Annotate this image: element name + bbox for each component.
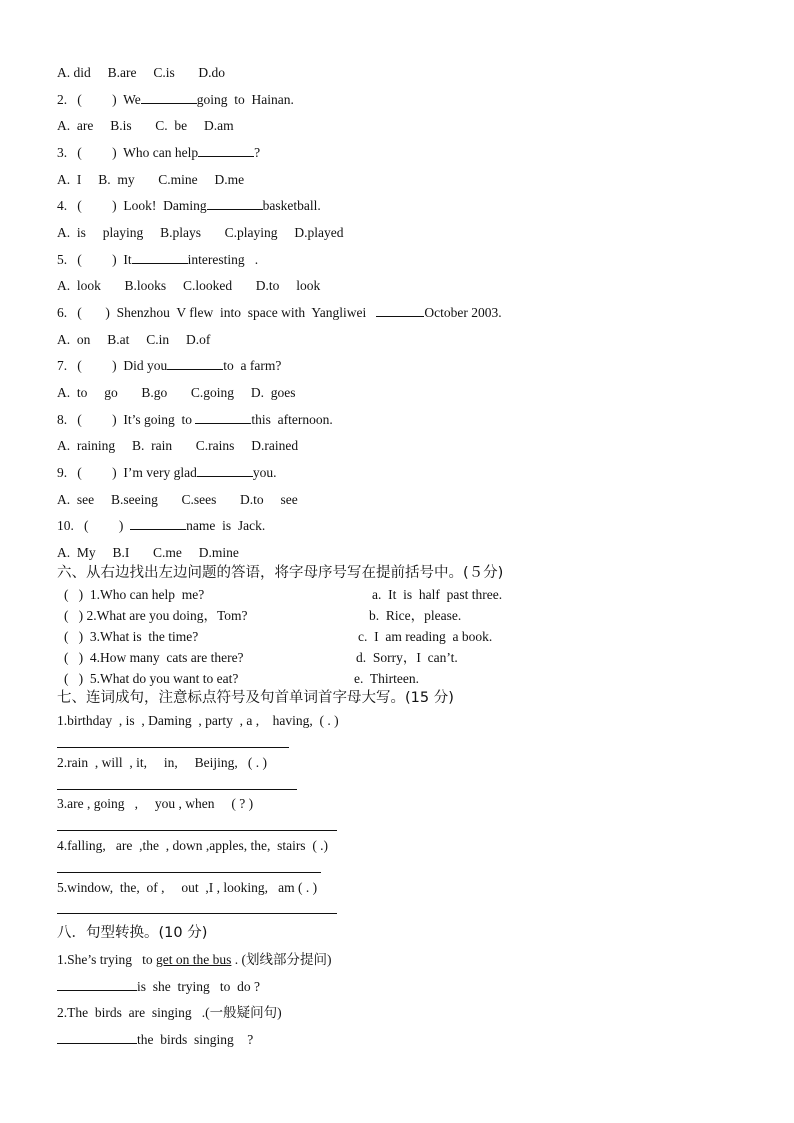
- match-question-3: ( ) 3.What is the time?: [64, 629, 199, 644]
- question-3: [57, 144, 260, 162]
- match-question-1: ( ) 1.Who can help me?: [64, 587, 205, 602]
- question-8: [57, 411, 333, 429]
- answer-text: is she trying to do ?: [137, 979, 260, 994]
- section-6-title: 六、从右边找出左边问题的答语，将字母序号写在提前括号中。(５分): [57, 565, 504, 581]
- q9-options: A. see B.seeing C.sees D.to see: [57, 492, 298, 507]
- match-answer-c: c. I am reading a book.: [358, 629, 493, 644]
- question-6: [57, 304, 502, 322]
- transform-question-2: 2.The birds are singing .(一般疑问句): [57, 1005, 282, 1020]
- answer-blank[interactable]: [130, 517, 186, 530]
- question-text: interesting .: [187, 252, 259, 267]
- question-text: 2. ( ) We: [57, 92, 141, 107]
- answer-blank[interactable]: [57, 978, 137, 991]
- answer-line-1[interactable]: [57, 747, 289, 748]
- section-7-title: 七、连词成句，注意标点符号及句首单词首字母大写。(15 分): [57, 690, 454, 706]
- answer-blank[interactable]: [197, 464, 253, 477]
- q4-options: A. is playing B.plays C.playing D.played: [57, 225, 344, 240]
- question-2: [57, 91, 294, 109]
- match-question-4: ( ) 4.How many cats are there?: [64, 650, 244, 665]
- question-text: 4. ( ) Look! Daming: [57, 198, 207, 213]
- question-9: [57, 464, 276, 482]
- match-question-2: ( ) 2.What are you doing，Tom?: [64, 608, 248, 623]
- question-text: name is Jack.: [186, 518, 266, 533]
- word-list-4: 4.falling, are ,the , down ,apples, the, stairs ( .): [57, 838, 329, 853]
- question-text: this afternoon.: [251, 412, 333, 427]
- match-answer-a: a. It is half past three.: [372, 587, 503, 602]
- word-list-2: 2.rain , will , it, in, Beijing, ( . ): [57, 755, 267, 770]
- answer-line-2[interactable]: [57, 789, 297, 790]
- q8-options: A. raining B. rain C.rains D.rained: [57, 438, 299, 453]
- underlined-phrase: get on the bus: [156, 952, 232, 967]
- question-text: 8. ( ) It’s going to: [57, 412, 196, 427]
- answer-blank[interactable]: [207, 197, 263, 210]
- question-text: you.: [252, 465, 277, 480]
- word-list-1: 1.birthday , is , Daming , party , a , having, ( . ): [57, 713, 339, 728]
- q10-options: A. My B.I C.me D.mine: [57, 545, 239, 560]
- question-text: 9. ( ) I’m very glad: [57, 465, 197, 480]
- match-question-5: ( ) 5.What do you want to eat?: [64, 671, 239, 686]
- question-text: 6. ( ) Shenzhou V flew into space with Yangliwei: [57, 305, 377, 320]
- answer-line-4[interactable]: [57, 872, 321, 873]
- question-text: 5. ( ) It: [57, 252, 132, 267]
- answer-line-3[interactable]: [57, 830, 337, 831]
- question-text: to a farm?: [223, 358, 282, 373]
- match-answer-b: b. Rice，please.: [369, 608, 462, 623]
- q2-options: A. are B.is C. be D.am: [57, 118, 234, 133]
- answer-blank[interactable]: [376, 304, 424, 317]
- q7-options: A. to go B.go C.going D. goes: [57, 385, 296, 400]
- word-list-3: 3.are , going , you , when ( ? ): [57, 796, 254, 811]
- question-4: [57, 197, 321, 215]
- question-text: 7. ( ) Did you: [57, 358, 168, 373]
- question-7: [57, 357, 281, 375]
- match-answer-e: e. Thirteen.: [354, 671, 419, 686]
- transform-question-1: [57, 951, 332, 969]
- answer-blank[interactable]: [195, 411, 251, 424]
- answer-line-5[interactable]: [57, 913, 337, 914]
- section-8-title: 八．句型转换。(10 分): [57, 925, 208, 941]
- answer-blank[interactable]: [198, 144, 254, 157]
- question-text: basketball.: [262, 198, 321, 213]
- answer-blank[interactable]: [57, 1031, 137, 1044]
- question-text: 3. ( ) Who can help: [57, 145, 199, 160]
- question-10: [57, 517, 265, 535]
- match-answer-d: d. Sorry，I can’t.: [356, 650, 458, 665]
- question-text: October 2003.: [424, 305, 502, 320]
- q1-options: A. did B.are C.is D.do: [57, 65, 225, 80]
- q6-options: A. on B.at C.in D.of: [57, 332, 211, 347]
- transform-answer-1: [57, 978, 260, 996]
- transform-answer-2: [57, 1031, 253, 1049]
- question-5: [57, 251, 258, 269]
- q5-options: A. look B.looks C.looked D.to look: [57, 278, 321, 293]
- question-text: going to Hainan.: [196, 92, 294, 107]
- answer-blank[interactable]: [141, 91, 197, 104]
- question-text: ?: [254, 145, 261, 160]
- word-list-5: 5.window, the, of , out ,I , looking, am ( . ): [57, 880, 318, 895]
- answer-text: the birds singing ?: [137, 1032, 254, 1047]
- question-text: 10. ( ): [57, 518, 131, 533]
- answer-blank[interactable]: [167, 357, 223, 370]
- question-text: 1.She’s trying to: [57, 952, 157, 967]
- question-text: . (划线部分提问): [231, 952, 332, 967]
- q3-options: A. I B. my C.mine D.me: [57, 172, 245, 187]
- answer-blank[interactable]: [132, 251, 188, 264]
